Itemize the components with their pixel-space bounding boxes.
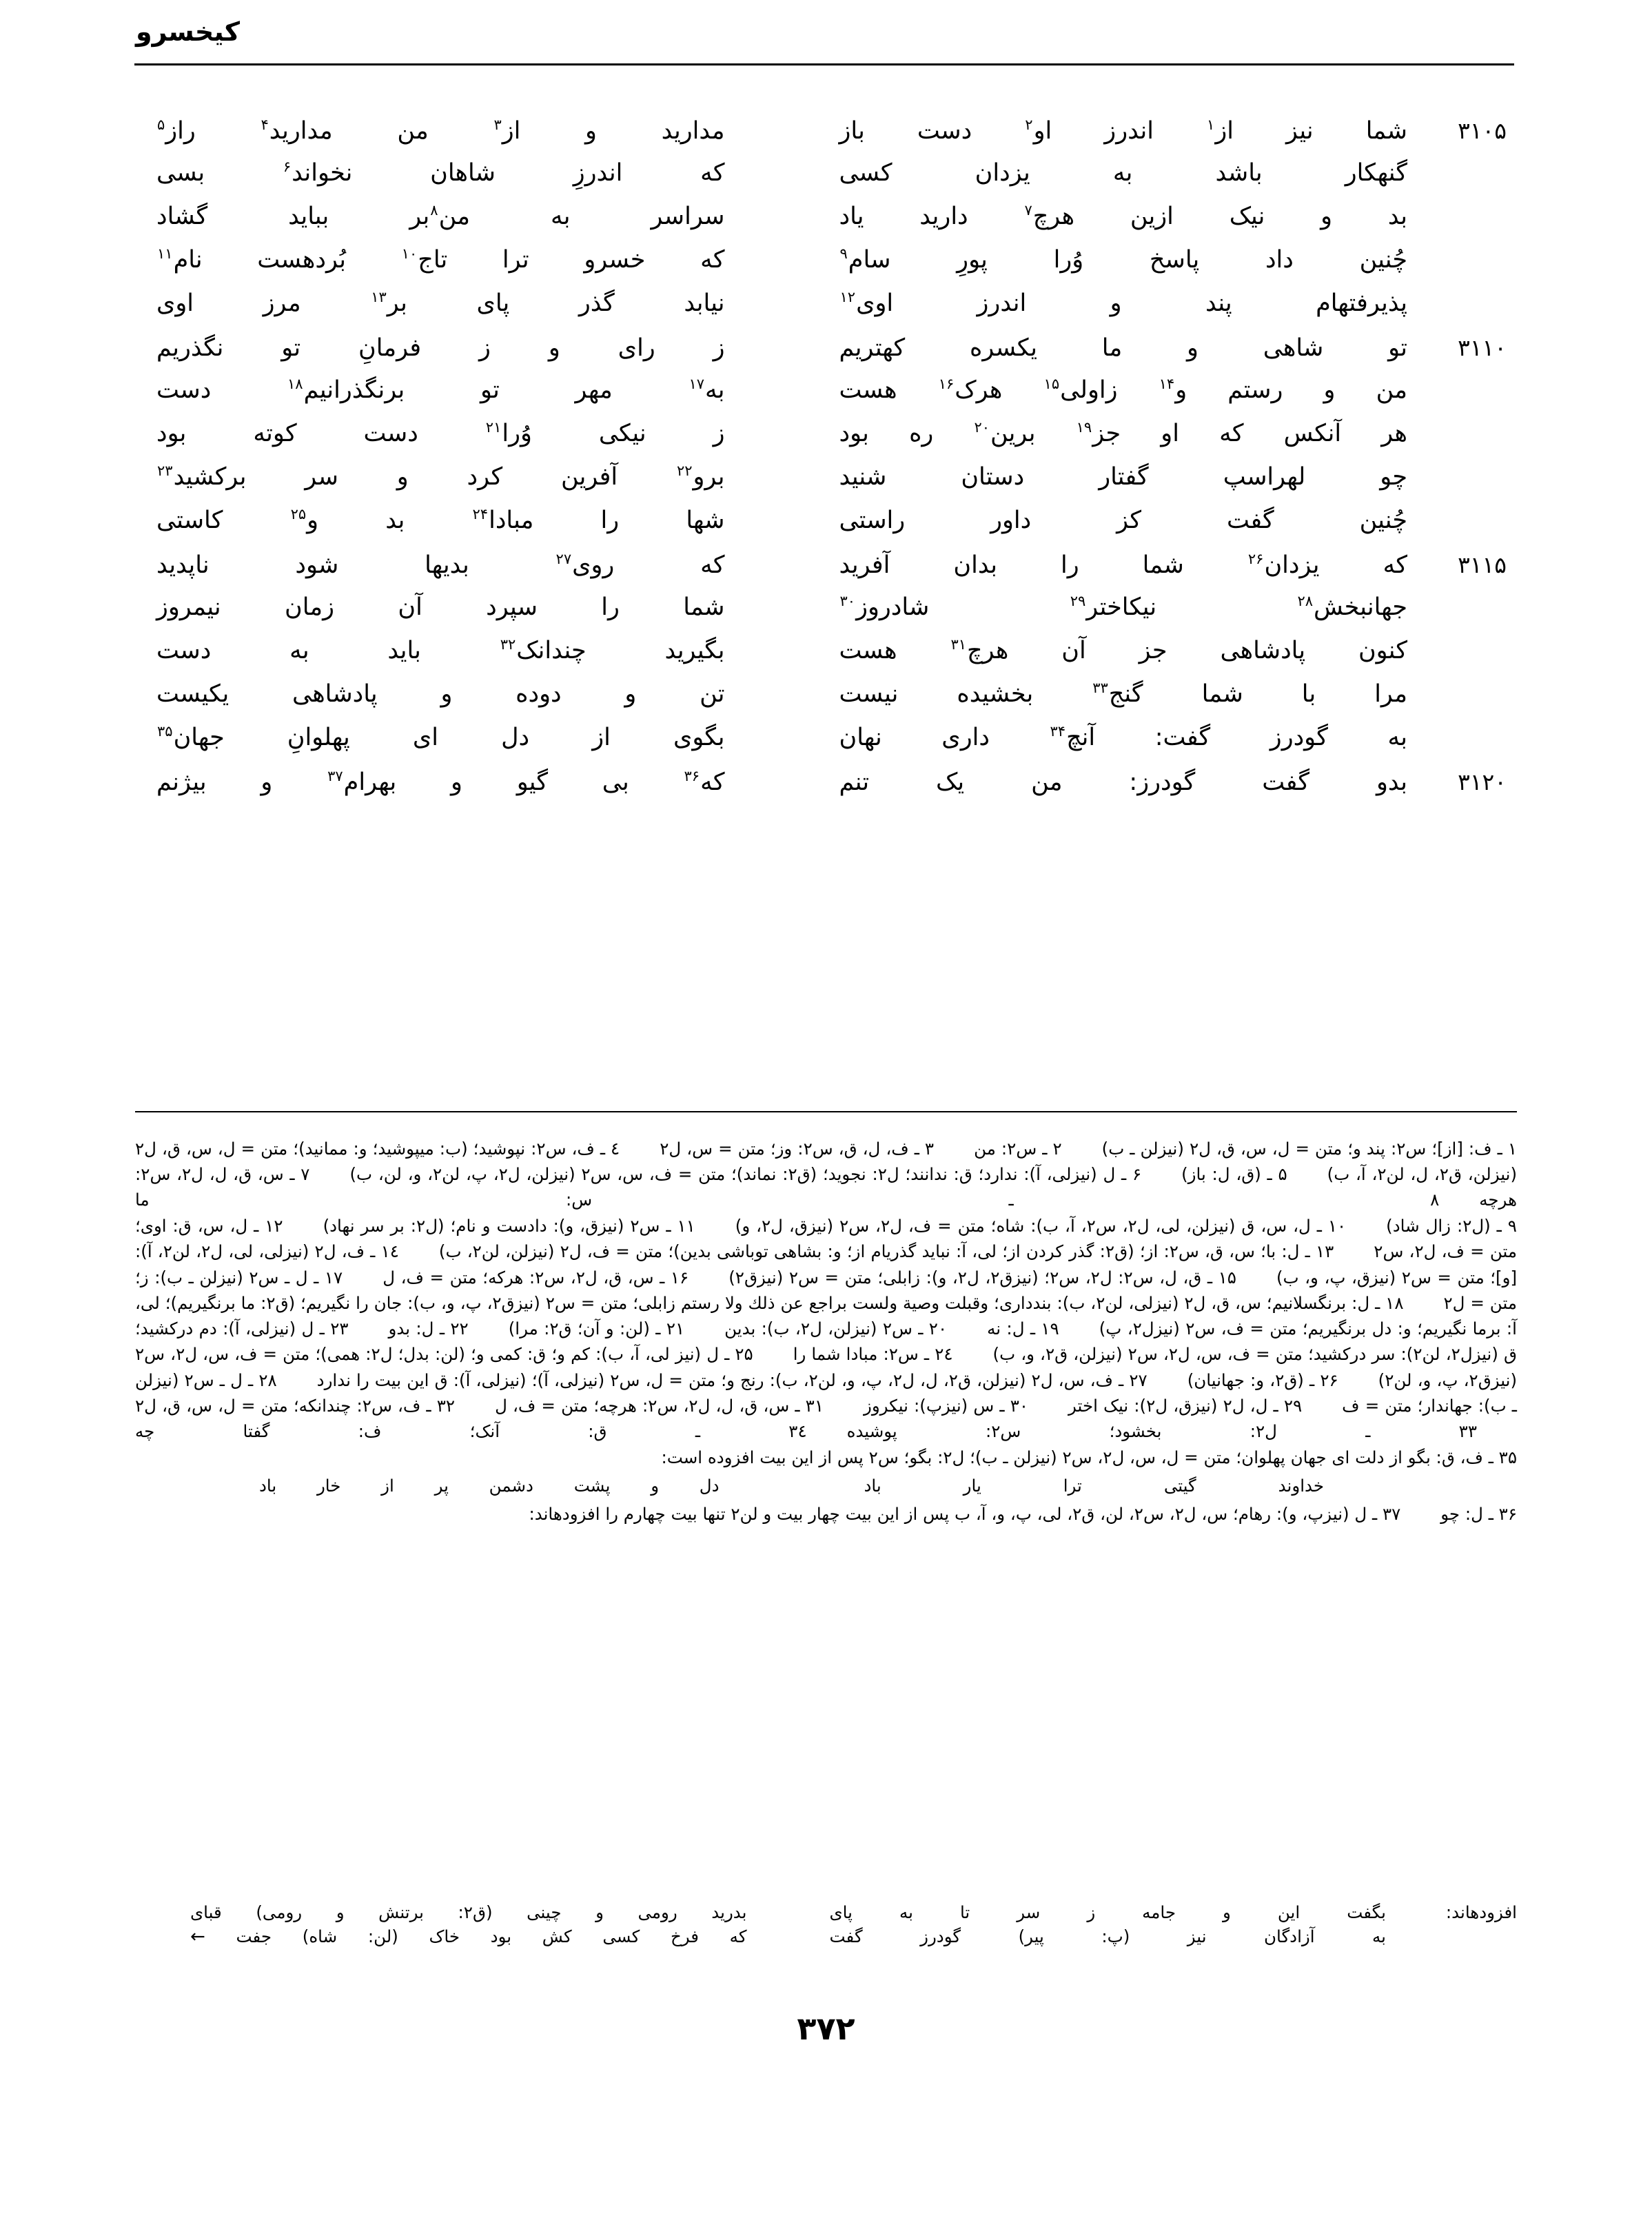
hemistich-text: دست باز (839, 117, 1025, 145)
hemistich-text: ره بود (839, 420, 974, 447)
variant-marker: ۲ (1025, 116, 1033, 134)
hemistich-text: بد و نیک ازین هرچ (1032, 203, 1407, 230)
verse-row (141, 682, 1511, 725)
verse-row (141, 378, 1511, 421)
verse-row (141, 334, 1511, 378)
hemistich-text: بگیرید چندانک (516, 637, 725, 664)
variant-marker: ۳۵ (157, 723, 173, 740)
variant-marker: ۱۹ (1076, 419, 1092, 436)
hemistich-text: مدارید و از (502, 117, 725, 145)
hemistich-text: چُنین گفت کز داور راستی (839, 507, 1407, 534)
hemistich-text: کاستی (156, 507, 290, 534)
hemistich-text: برین (990, 420, 1076, 447)
hemistich-text: ز نیکی وُرا (502, 420, 725, 447)
variant-marker: ۲۴ (472, 506, 489, 523)
hemistich-b (141, 682, 773, 707)
hemistich-b (141, 336, 773, 361)
variant-marker: ۱۳ (371, 289, 387, 306)
hemistich-text: مرز اوی (156, 289, 371, 317)
hemistich-text: دست (156, 376, 287, 404)
hemistich-text: کنون پادشاهی جز آن هرچ (967, 637, 1407, 664)
variant-marker: ۳ (493, 116, 502, 134)
variant-marker: ۸ (430, 202, 438, 219)
hemistich-text: شما را بدان آفرید (839, 551, 1247, 579)
apparatus-rule (135, 1111, 1517, 1112)
hemistich-a (773, 336, 1426, 361)
apparatus-added-couplet (135, 1473, 1517, 1498)
hemistich-text: بسی (156, 159, 283, 187)
verse-row (141, 421, 1511, 465)
hemistich-a (773, 204, 1426, 230)
variant-marker: ۲۹ (1070, 593, 1086, 610)
verse-row (141, 204, 1511, 247)
verse-number: ۳۱۱۵ (1458, 551, 1507, 578)
hemistich-text: بگوی از دل ای پهلوانِ جهان (173, 724, 725, 751)
variant-marker: ۲۱ (485, 419, 502, 436)
hemistich-a (773, 553, 1426, 578)
hemistich-a (773, 161, 1426, 186)
hemistich-text: بر بباید گشاد (156, 203, 430, 230)
hemistich-b (141, 462, 773, 491)
hemistich-text: جهانبخش (1314, 593, 1407, 621)
verse-row (141, 291, 1511, 334)
hemistich-a (773, 247, 1426, 273)
hemistich-b (141, 291, 773, 316)
hemistich-text: بدو گفت گودرز: من یک تنم (839, 769, 1407, 796)
hemistich-text: بدیها شود ناپدید (156, 551, 555, 579)
variant-marker: ۱۲ (839, 289, 856, 306)
added-hemistich-b (135, 1926, 768, 1947)
variant-marker: ۱۸ (287, 376, 303, 393)
hemistich-b (141, 421, 773, 447)
hemistich-text: شما را سپرد آن زمان نیمروز (156, 593, 725, 621)
hemistich-text: باید به دست (156, 637, 500, 664)
hemistich-text: بُردهست نام (173, 246, 401, 274)
variant-marker: ۲۷ (555, 551, 572, 568)
apparatus-line: ۳۶ ـ ل: چو۳۷ ـ ل (نیزپ، و): رهام؛ س، ل۲، س۲، لن، ق۲، لی، پ، و، آ، ب پس از این بیت چهار بیت و لن۲ تنها بیت چهارم را افزودهاند: (529, 1504, 1517, 1525)
verse-row (141, 638, 1511, 682)
hemistich-text: من و رستم و (1175, 376, 1407, 404)
hemistich-text: هست (839, 637, 950, 664)
hemistich-a (773, 595, 1426, 620)
hemistich-a (773, 116, 1426, 145)
verse-row (141, 161, 1511, 204)
hemistich-text: به (705, 376, 725, 404)
hemistich-text: تو شاهی و ما یکسره کهتریم (839, 334, 1407, 362)
hemistich-text: گنهکار باشد به یزدان کسی (839, 159, 1407, 187)
hemistich-text: پذیرفتهام پند و اندرز اوی (856, 289, 1407, 317)
verse-row (141, 551, 1511, 595)
added-hemistich-a: خداوند گیتی ترا یار باد (864, 1476, 1324, 1496)
apparatus-line: ۳۵ ـ ف، ق: بگو از دلت ای جهان پهلوان؛ متن = ل، س، ل۲، س۲ (نیزلن ـ ب)؛ ل۲: بگو؛ س۲ پس از این بیت افزوده است: (661, 1447, 1517, 1467)
variant-marker: ۲۵ (290, 506, 307, 523)
hemistich-text: ز رای و ز فرمانِ تو نگذریم (156, 334, 725, 362)
hemistich-text: و بیژنم (156, 769, 327, 796)
variant-marker: ۵ (157, 116, 165, 134)
hemistich-a (773, 291, 1426, 316)
hemistich-text: بی گیو و بهرام (343, 769, 684, 796)
hemistich-text: به گودرز گفت: آنچ (1066, 724, 1407, 751)
critical-apparatus (135, 1136, 1517, 1527)
verse-number: ۳۱۰۵ (1458, 117, 1507, 144)
hemistich-a (773, 770, 1426, 795)
running-head-title: کیخسرو (136, 17, 240, 47)
verse-number: ۳۱۲۰ (1458, 769, 1507, 795)
variant-marker: ۱۱ (157, 245, 173, 263)
variant-marker: ۳۷ (327, 768, 343, 785)
verse-row (141, 769, 1511, 812)
hemistich-text: زاولی (1060, 376, 1159, 404)
added-hemistich-b: بدرید رومی و چینی (ق۲: برتنش و رومی) قبای (190, 1902, 747, 1922)
hemistich-a (773, 421, 1426, 447)
variant-marker: ۶ (283, 159, 292, 176)
hemistich-b (141, 161, 773, 186)
variant-marker: ۳۶ (684, 768, 700, 785)
variant-marker: ۹ (839, 245, 848, 263)
hemistich-text: که (700, 769, 725, 796)
verse-row (141, 725, 1511, 769)
hemistich-b (141, 638, 773, 664)
hemistich-text: نیابد گذر پای بر (387, 289, 725, 317)
hemistich-text: دارید یاد (839, 203, 1024, 230)
hemistich-text: هست (839, 376, 938, 404)
variant-marker: ۲۰ (974, 419, 990, 436)
variant-marker: ۳۱ (950, 636, 967, 653)
added-hemistich-a: به آزادگان نیز (پ: پیر) گودرز گفت (829, 1926, 1386, 1946)
variant-marker: ۳۴ (1050, 723, 1066, 740)
variant-marker: ۱۶ (938, 376, 955, 393)
hemistich-text: بد و (307, 507, 472, 534)
hemistich-text: بخشیده نیست (839, 680, 1092, 708)
hemistich-text: که یزدان (1264, 551, 1407, 579)
added-verse-row (135, 1926, 1517, 1947)
hemistich-text: مهر تو برنگذرانیم (303, 376, 689, 404)
hemistich-b (141, 553, 773, 578)
added-hemistich-a: بگفت این و جامه ز سر تا به پای (829, 1902, 1386, 1922)
hemistich-b (141, 508, 773, 533)
hemistich-text: شما نیز از (1215, 117, 1407, 145)
hemistich-b (141, 247, 773, 273)
hemistich-text: که اندرزِ شاهان نخواند (292, 159, 725, 187)
hemistich-a (773, 508, 1426, 533)
variant-marker: ۳۲ (500, 636, 516, 653)
hemistich-text: برو (693, 463, 725, 491)
hemistich-text: شها را مبادا (489, 507, 725, 534)
hemistich-text: آفرین کرد و سر برکشید (173, 463, 676, 491)
added-hemistich-b: دل و پشت دشمن پر از خار باد (259, 1476, 720, 1496)
variant-marker: ۲۸ (1297, 593, 1314, 610)
hemistich-b (141, 378, 773, 403)
verse-block (141, 117, 1511, 812)
hemistich-text: تن و دوده و پادشاهی یکیست (156, 680, 725, 708)
apparatus-line: ۱ ـ ف: [از]؛ س۲: پند و؛ متن = ل، س، ق، ل۲ (نیزلن ـ ب)۲ ـ س۲: من۳ ـ ف، ل، ق، س۲: وز؛ متن = س، ل۲٤ ـ ف، س۲: نپوشید؛ (ب: میپوشید؛ و: ممانید)؛ متن = ل، س، ق، ل۲ (نیزلن، ق۲، ل، لن۲، آ، ب)۵ ـ (ق، ل: باز)۶ ـ ل (نیزلی، آ): ندارد؛ ق: ندانند؛ ل۲: نجوید؛ (ق۲: نماند)؛ متن = ف، س، س۲ (نیزلن، ل۲، پ، لن۲، و، لن، ب)۷ ـ س، ق، ل، ل۲، س۲: هرچه۸ ـ س: ما (135, 1139, 1517, 1210)
hemistich-text: راز (165, 117, 261, 145)
variant-marker: ۲۶ (1247, 551, 1264, 568)
hemistich-text: سراسر به من (438, 203, 725, 230)
verse-row (141, 508, 1511, 551)
hemistich-text: چُنین داد پاسخ وُرا پورِ سام (848, 246, 1407, 274)
hemistich-text: مرا با شما گنج (1108, 680, 1407, 708)
hemistich-a (773, 638, 1426, 664)
variant-marker: ۳۳ (1092, 680, 1108, 697)
hemistich-text: چو لهراسپ گفتار دستان شنید (839, 463, 1407, 491)
added-verse-row (135, 1902, 1517, 1922)
hemistich-text: اندرز او (1033, 117, 1207, 145)
apparatus-line: ۹ ـ (ل۲: زال شاد)۱۰ ـ ل، س، ق (نیزلن، لی، ل۲، س۲، آ، ب): شاه؛ متن = ف، ل۲، س۲ (نیزق، ل۲، و)۱۱ ـ س۲ (نیزق، و): دادست و نام؛ (ل۲: بر سر نهاد)۱۲ ـ ل، س، ق: اوی؛ متن = ف، ل۲، س۲۱۳ ـ ل: با؛ س، ق، س۲: از؛ (ق۲: گذر کردن از؛ لی، آ: نباید گذریام از؛ و: بشاهی توباشی بدین)؛ متن = ف، ل۲ (نیزلن، لن۲، ب)۱٤ ـ ف، ل۲ (نیزلی، لی، ل۲، لن۲، آ): [و]؛ متن = س۲ (نیزق، پ، و، ب)۱۵ ـ ق، ل، س۲: ل۲، س۲؛ (نیزق۲، ل۲، و): زابلی؛ متن = س۲ (نیزق۲)۱۶ ـ س، ق، ل۲، س۲: هرکه؛ متن = ف، ل۱۷ ـ ل ـ س۲ (نیزلن ـ ب): ز؛ متن = ل۲۱۸ ـ ل: برنگسلانیم؛ س، ق، ل۲ (نیزلی، لن۲، ب): بندداری؛ وقبلت وصیة ولست براجع عن ذلك ولا رستم زابلی؛ متن = س۲ (نیزق۲، پ، و، ب): جان را نگیریم؛ (ق۲: ما برنگیریم)؛ لی، آ: برما نگیریم؛ و: دل برنگیریم؛ متن = ف، س۲ (نیزل۲، پ)۱۹ ـ ل: نه۲۰ ـ س۲ (نیزلن، ل۲، ب): بدین۲۱ ـ (لن: و آن؛ ق۲: مرا)۲۲ ـ ل: بدو۲۳ ـ ل (نیزلی، آ): دم درکشید؛ ق (نیزل۲، لن۲): سر درکشید؛ متن = ف، س، ل۲، س۲ (نیزلن، ق۲، و، ب)۲٤ ـ س۲: مبادا شما را۲۵ ـ ل (نیز لی، آ، ب): کم و؛ ق: کمی و؛ (لن: بدل؛ ل۲: همی)؛ متن = ف، س، ل۲، س۲ (نیزق۲، پ، و، لن۲)۲۶ ـ (ق۲، و: جهانیان)۲۷ ـ ف، س، ل۲ (نیزلن، ق۲، ل، ل۲، پ، و، لن۲، ب): رنج و؛ متن = ل، س۲ (نیزلی، آ)؛ (نیزلی، آ): ق این بیت را ندارد۲۸ ـ ل ـ س۲ (نیزلن ـ ب): جهاندار؛ متن = ف۲۹ ـ ل، ل۲ (نیزق، ل۲): نیک اختر۳۰ ـ س (نیزپ): نیکروز۳۱ ـ س، ق، ل، ل۲، س۲: هرچه؛ متن = ف، ل۳۲ ـ ف، س۲: چندانکه؛ متن = ل، س، ق، ل۲۳۳ ـ ل۲: بخشود؛ س۲: پوشیده۳٤ ـ ق: آنک؛ ف: گفتا چه (135, 1216, 1518, 1442)
variant-marker: ۱۷ (689, 376, 704, 393)
variant-marker: ۲۲ (676, 462, 693, 480)
hemistich-b (141, 204, 773, 230)
hemistich-text: نیکاختر (1086, 593, 1297, 621)
hemistich-a (773, 725, 1426, 751)
variant-marker: ۴ (261, 116, 269, 134)
variant-marker: ۲۳ (157, 462, 173, 480)
header-rule (134, 63, 1514, 65)
variant-marker: ۷ (1024, 202, 1032, 219)
variant-marker: ۱ (1207, 116, 1215, 134)
hemistich-b (141, 116, 773, 145)
verse-row (141, 462, 1511, 508)
hemistich-text: هرک (955, 376, 1043, 404)
variant-marker: ۱۴ (1159, 376, 1175, 393)
hemistich-text: شادروز (856, 593, 1070, 621)
hemistich-b (141, 770, 773, 795)
hemistich-b (141, 725, 773, 751)
hemistich-a (773, 378, 1426, 403)
hemistich-text: هر آنکس که او جز (1092, 420, 1407, 447)
hemistich-text: دست کوته بود (156, 420, 485, 447)
added-verses-label: افزودهاند: (1445, 1902, 1517, 1922)
verse-row (141, 595, 1511, 638)
hemistich-text: داری نهان (839, 724, 1050, 751)
page-header (134, 18, 1514, 73)
variant-marker: ۱۵ (1043, 376, 1060, 393)
hemistich-b (141, 595, 773, 620)
hemistich-text: که خسرو ترا تاج (418, 246, 725, 274)
variant-marker: ۱۰ (401, 245, 418, 263)
verse-row (141, 247, 1511, 291)
hemistich-a (773, 465, 1426, 490)
added-hemistich-text: که فرخ کسی کش بود خاک (لن: شاه) جفت (236, 1926, 747, 1946)
verse-number: ۳۱۱۰ (1458, 334, 1507, 361)
hemistich-a (773, 682, 1426, 707)
continuation-arrow-icon: ← (190, 1926, 205, 1947)
variant-marker: ۳۰ (839, 593, 856, 610)
hemistich-text: من مدارید (269, 117, 493, 145)
verse-row (141, 117, 1511, 161)
hemistich-text: که روی (572, 551, 725, 579)
added-verses-block (135, 1902, 1517, 1951)
folio-number: ۳۷۲ (797, 2010, 855, 2047)
